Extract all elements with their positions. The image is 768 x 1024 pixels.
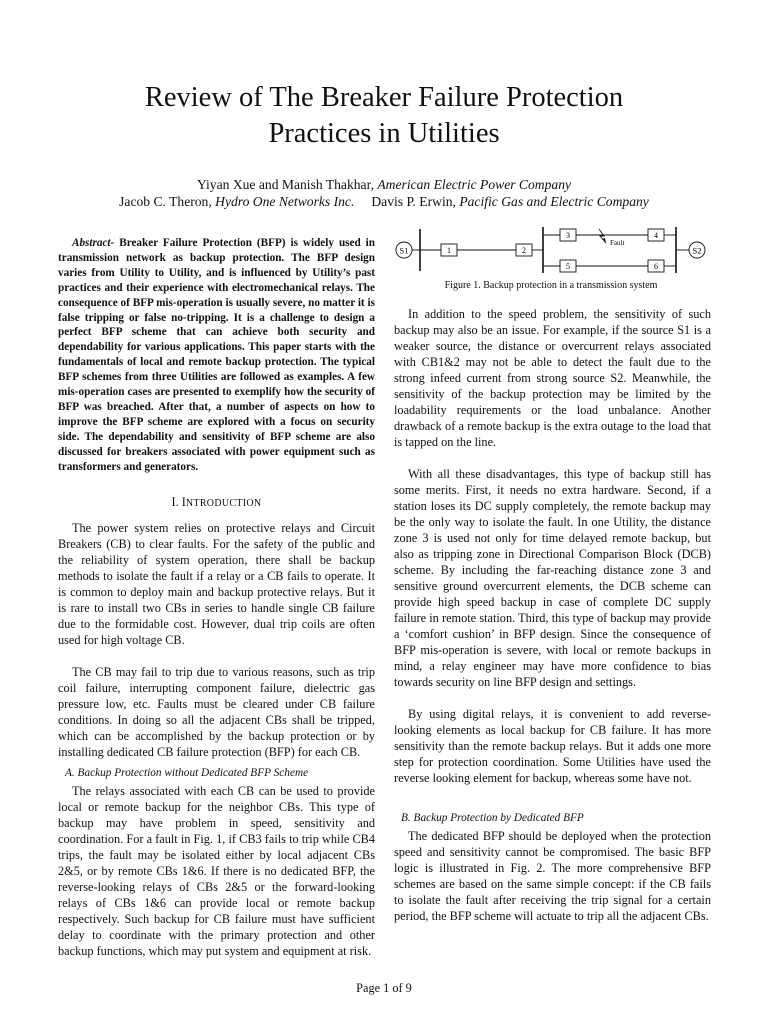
svg-text:4: 4 — [654, 231, 658, 240]
subsection-a-paragraph-1: The relays associated with each CB can be used to provide local or remote backup for the neighbor CBs. This type of backup may have problem in speed, sensitivity and coordination. For a fault in Fig. 1, if CB3 fails to trip while CB4 trips, the fault may be isolated either by local adjacent CBs 2&5, or by remote CBs 1&6. If there is no dedicated BFP, the reverse-looking relays of CBs 2&5 or the forward-looking relays of CBs 1&6 can provide local or remote backup respectively. Such backup for CB failure must have sufficient delay to coordinate with the primary protection and other backup functions, which may put system and equipment at risk. — [58, 783, 375, 958]
author-name-erwin: Davis P. Erwin, — [371, 194, 460, 209]
subsection-heading-a: A. Backup Protection without Dedicated BFP Scheme — [65, 766, 309, 779]
author-name-theron: Jacob C. Theron, — [119, 194, 216, 209]
title-line-2: Practices in Utilities — [268, 118, 500, 149]
right-column — [394, 306, 711, 924]
subsection-b-paragraph-1: The dedicated BFP should be deployed when the protection speed and sensitivity cannot be compromised. The basic BFP logic is illustrated in Fig. 2. The more comprehensive BFP schemes are based on the same simple concept: if the CB fails to isolate the fault after receiving the trip signal for a certain period, the BFP scheme will actuate to trip all the adjacent CBs. — [394, 829, 711, 923]
left-column — [58, 236, 375, 959]
right-paragraph-1: In addition to the speed problem, the sensitivity of such backup may also be an issue. For example, if the source S1 is a weaker source, the distance or overcurrent relays associated with CB1&2 may not be able to detect the fault due to the strong infeed current from strong source S2. Meanwhile, the sensitivity of the backup protection may be limited by the loadability requirements or the load unbalance. Another drawback of a remote backup is the extra outage to the load that is tapped on the line. — [394, 307, 711, 449]
svg-text:2: 2 — [522, 246, 526, 255]
svg-text:3: 3 — [566, 231, 570, 240]
abstract — [58, 236, 375, 475]
affiliation-aep: American Electric Power Company — [377, 177, 572, 192]
right-paragraph-2: With all these disadvantages, this type of backup still has some merits. First, it needs no extra hardware. Second, if a station loses its DC supply completely, the remote backup may be the only way to isolate the fault. In one Utility, the distance zone 3 is used not only for time delayed remote backup, but also as tripping zone in Directional Comparison Block (DCB) scheme. By including the far-reaching distance zone 3 and sensitive ground overcurrent elements, the DCB scheme can provide high speed backup in case of complete DC supply failure in remote station. Third, this type of backup may provide a ‘comfort cushion’ in BFP design. Since the consequence of BFP mis-operation is severe, with local or remote backups in mind, a relay engineer may have more confidence to bias towards security on line BFP design and settings. — [394, 467, 711, 689]
fault-label: Fault — [610, 239, 625, 247]
svg-text:6: 6 — [654, 262, 658, 271]
affiliation-pge: Pacific Gas and Electric Company — [459, 194, 649, 209]
abstract-label: Abstract- — [72, 237, 115, 249]
intro-paragraph-1: The power system relies on protective relays and Circuit Breakers (CB) to clear faults. For the safety of the public and the reliability of system operation, there shall be backup methods to isolate the fault if a relay or a CB fails to operate. It is common to deploy main and backup protective relays. But it is rare to install two CBs in series to handle single CB failure due to the formidable cost. However, dual trip coils are often used for high voltage CB. — [58, 520, 375, 647]
subsection-heading-b: B. Backup Protection by Dedicated BFP — [401, 812, 584, 824]
svg-text:1: 1 — [447, 246, 451, 255]
author-names-1: Yiyan Xue and Manish Thakhar, — [196, 177, 378, 192]
affiliation-hydro-one: Hydro One Networks Inc. — [215, 194, 355, 209]
svg-text:5: 5 — [566, 262, 570, 271]
section-heading-introduction: I. INTRODUCTION — [171, 494, 262, 509]
author-line-2 — [40, 193, 728, 211]
source-s1-label: S1 — [399, 245, 409, 256]
source-s2-label: S2 — [692, 245, 702, 256]
title-line-1: Review of The Breaker Failure Protection — [144, 82, 624, 113]
intro-paragraph-2: The CB may fail to trip due to various reasons, such as trip coil failure, interrupting component failure, dielectric gas pressure low, etc. Faults must be cleared under CB failure conditions. In doing so all the adjacent CBs shall be tripped, which can be accomplished by the backup protection or by installing dedicated CB failure protection (BFP) for each CB. — [58, 664, 375, 759]
figure-1-caption: Figure 1. Backup protection in a transmission system — [444, 280, 658, 291]
right-paragraph-3: By using digital relays, it is convenient to add reverse-looking elements as local backup for CB failure. It has more sensitivity than the remote backup relays. But it adds one more step for protection coordination. Some Utilities have used the reverse looking element for backup, whereas some have not. — [394, 707, 711, 785]
page-number: Page 1 of 9 — [356, 981, 412, 995]
abstract-text: Breaker Failure Protection (BFP) is widely used in transmission network as backup protection. The BFP design varies from Utility to Utility, and is influenced by Utility’s past practices and their experience with electromechanical relays. The consequence of BFP mis-operation is usually severe, no matter it is false tripping or false no-tripping. It is a challenge to design a perfect BFP scheme that can achieve both security and dependability for various applications. This paper starts with the fundamentals of local and remote backup protection. The typical BFP schemes from three Utilities are followed as examples. A few mis-operation cases are presented to exemplify how the security of BFP was breached. After that, a number of aspects on how to improve the BFP scheme are explored with a focus on security side. The dependability and sensitivity of BFP scheme are also discussed for breakers associated with power equipment such as transformers and generators. — [58, 237, 375, 473]
paper-title — [60, 80, 708, 152]
author-line-1 — [40, 176, 728, 194]
